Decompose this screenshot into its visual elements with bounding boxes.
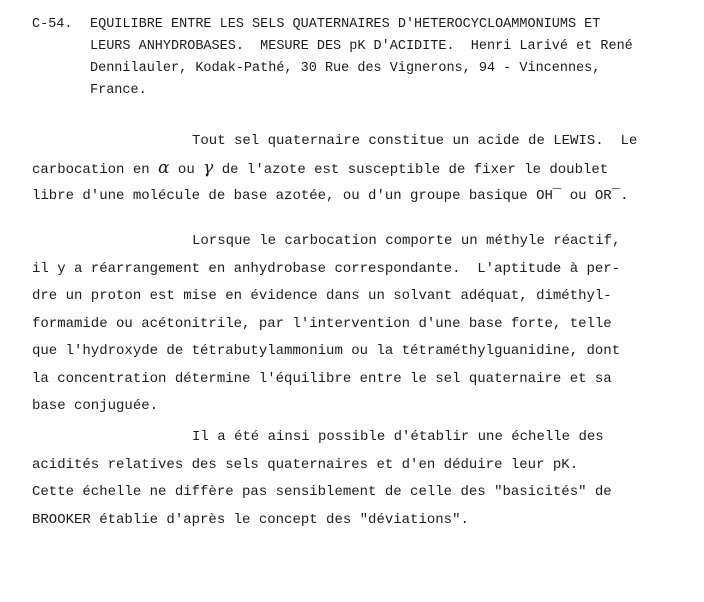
header-country-line: France. — [90, 83, 147, 98]
paragraph-3-line-2: acidités relatives des sels quaternaires et d'en déduire leur pK. — [32, 456, 579, 473]
paragraph-2-line-7: base conjuguée. — [32, 398, 159, 414]
paragraph-1-line-2 — [32, 155, 608, 185]
paragraph-1-line-3: libre d'une molécule de base azotée, ou d'un groupe basique OH¯ ou OR¯. — [32, 188, 629, 204]
paragraph-3-line-4: BROOKER établie d'après le concept des "déviations". — [32, 511, 469, 528]
or-word: ou — [177, 162, 195, 178]
header-title-line-1: EQUILIBRE ENTRE LES SELS QUATERNAIRES D'HETEROCYCLOAMMONIUMS ET — [90, 17, 601, 32]
paragraph-2-line-4: formamide ou acétonitrile, par l'intervention d'une base forte, telle — [32, 315, 612, 332]
paragraph-2-line-2: il y a réarrangement en anhydrobase correspondante. L'aptitude à per- — [32, 260, 621, 277]
paragraph-2-line-5: que l'hydroxyde de tétrabutylammonium ou la tétraméthylguanidine, dont — [32, 343, 621, 359]
paragraph-3-line-3: Cette échelle ne diffère pas sensiblement de celle des "basicités" de — [32, 484, 612, 500]
paragraph-2-line-3: dre un proton est mise en évidence dans un solvant adéquat, diméthyl- — [32, 288, 612, 304]
header-title-line-2: LEURS ANHYDROBASES. MESURE DES pK D'ACIDITE. Henri Larivé et René — [90, 39, 633, 54]
paragraph-2-line-1: Lorsque le carbocation comporte un méthyle réactif, — [192, 233, 621, 249]
abstract-code: C-54. — [32, 17, 73, 32]
paragraph-3-line-1: Il a été ainsi possible d'établir une échelle des — [192, 429, 604, 445]
line-2-prefix: carbocation en — [32, 162, 150, 178]
alpha-symbol: α — [158, 158, 170, 178]
paragraph-1-line-1: Tout sel quaternaire constitue un acide de LEWIS. Le — [192, 133, 638, 149]
header-authors-line: Dennilauler, Kodak-Pathé, 30 Rue des Vignerons, 94 - Vincennes, — [90, 61, 601, 76]
line-2-rest: de l'azote est susceptible de fixer le doublet — [221, 162, 609, 178]
gamma-symbol: γ — [203, 158, 214, 178]
paragraph-2-line-6: la concentration détermine l'équilibre entre le sel quaternaire et sa — [32, 370, 612, 387]
